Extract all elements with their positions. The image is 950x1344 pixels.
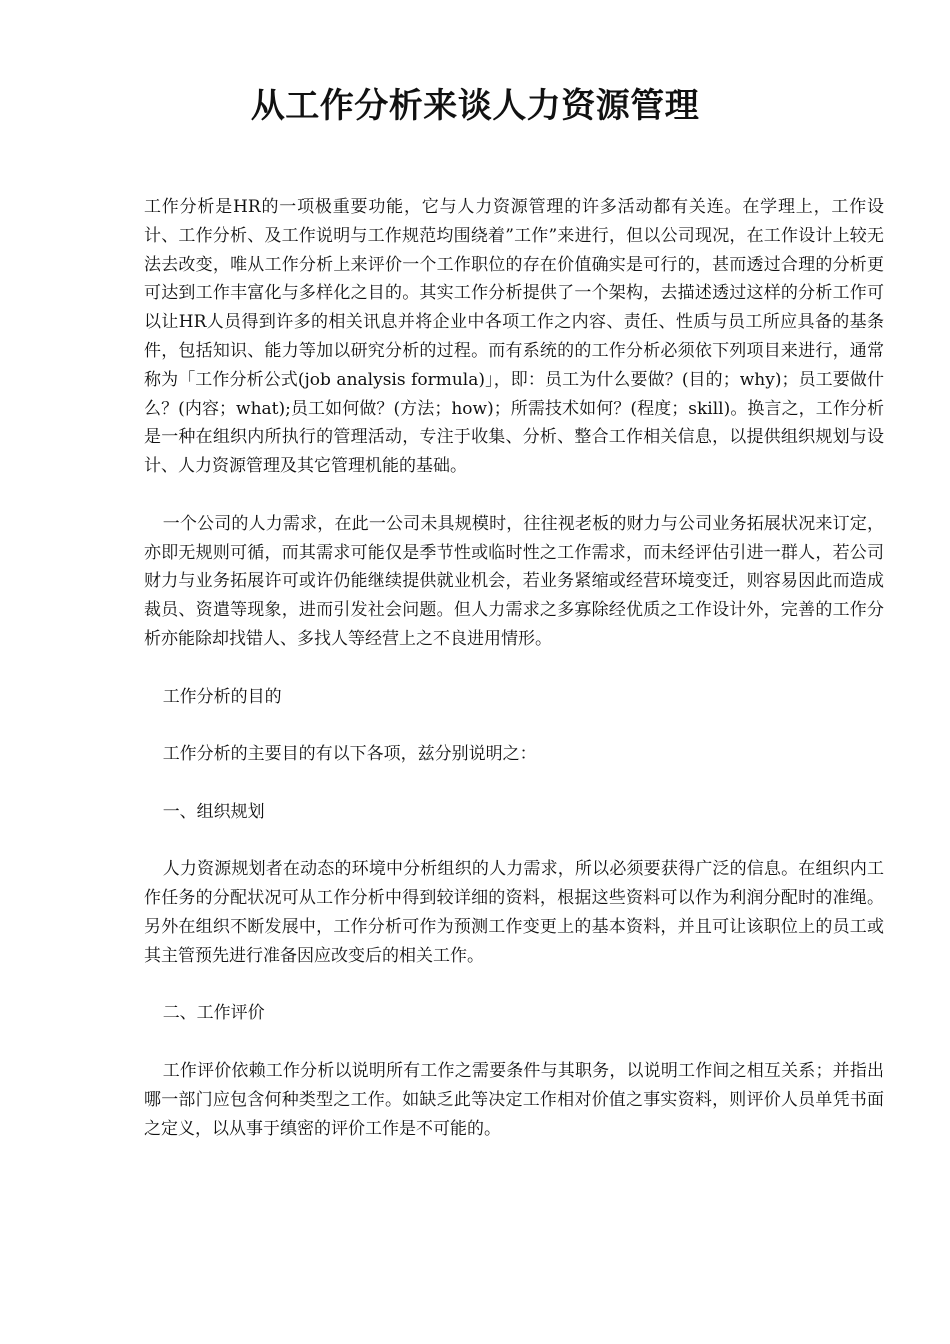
document-body <box>144 193 884 1143</box>
section-heading-job-evaluation: 二、工作评价 <box>162 1003 265 1024</box>
paragraph-manpower-demand: 一个公司的人力需求，在此一公司未具规模时，往往视老板的财力与公司业务拓展状况来订定，亦即无规则可循，而其需求可能仅是季节性或临时性之工作需求，而未经评估引进一群人，若公司财力与业务拓展许可或许仍能继续提供就业机会，若业务紧缩或经营环境变迁，则容易因此而造成裁员、资遣等现象，进而引发社会问题。但人力需求之多寡除经优质之工作设计外，完善的工作分析亦能除却找错人、多找人等经营上之不良进用情形。 <box>144 513 884 649</box>
paragraph-gap <box>144 971 884 1000</box>
paragraph-gap <box>144 481 884 510</box>
section-heading-org-planning: 一、组织规划 <box>162 801 265 822</box>
document-title: 从工作分析来谈人力资源管理 <box>250 86 700 126</box>
paragraph-gap <box>144 769 884 798</box>
paragraph-gap <box>144 827 884 856</box>
section-heading-purpose: 工作分析的目的 <box>162 686 282 707</box>
paragraph-intro: 工作分析是HR的一项极重要功能，它与人力资源管理的许多活动都有关连。在学理上，工作设计、工作分析、及工作说明与工作规范均围绕着”工作”来进行，但以公司现况，在工作设计上较无法去改变，唯从工作分析上来评价一个工作职位的存在价值确实是可行的，甚而透过合理的分析更可达到工作丰富化与多样化之目的。其实工作分析提供了一个架构，去描述透过这样的分析工作可以让HR人员得到许多的相关讯息并将企业中各项工作之内容、责任、性质与员工所应具备的基条件，包括知识、能力等加以研究分析的过程。而有系统的的工作分析必须依下列项目来进行，通常称为「工作分析公式(job analysis formula)」，即：员工为什么要做？(目的；why)；员工要做什么？(内容；what);员工如何做？(方法；how)；所需技术如何？(程度；skill)。换言之，工作分析是一种在组织内所执行的管理活动，专注于收集、分析、整合工作相关信息，以提供组织规划与设计、人力资源管理及其它管理机能的基础。 <box>144 197 884 477</box>
paragraph-gap <box>144 711 884 740</box>
paragraph-job-evaluation: 工作评价依赖工作分析以说明所有工作之需要条件与其职务，以说明工作间之相互关系；并指出哪一部门应包含何种类型之工作。如缺乏此等决定工作相对价值之事实资料，则评价人员单凭书面之定义，以从事于缜密的评价工作是不可能的。 <box>144 1060 884 1139</box>
paragraph-org-planning: 人力资源规划者在动态的环境中分析组织的人力需求，所以必须要获得广泛的信息。在组织内工作任务的分配状况可从工作分析中得到较详细的资料，根据这些资料可以作为利润分配时的准绳。另外在组织不断发展中，工作分析可作为预测工作变更上的基本资料，并且可让该职位上的员工或其主管预先进行准备因应改变后的相关工作。 <box>144 859 884 966</box>
paragraph-gap <box>144 654 884 683</box>
paragraph-purpose-intro: 工作分析的主要目的有以下各项，兹分别说明之： <box>162 744 537 765</box>
paragraph-gap <box>144 1028 884 1057</box>
